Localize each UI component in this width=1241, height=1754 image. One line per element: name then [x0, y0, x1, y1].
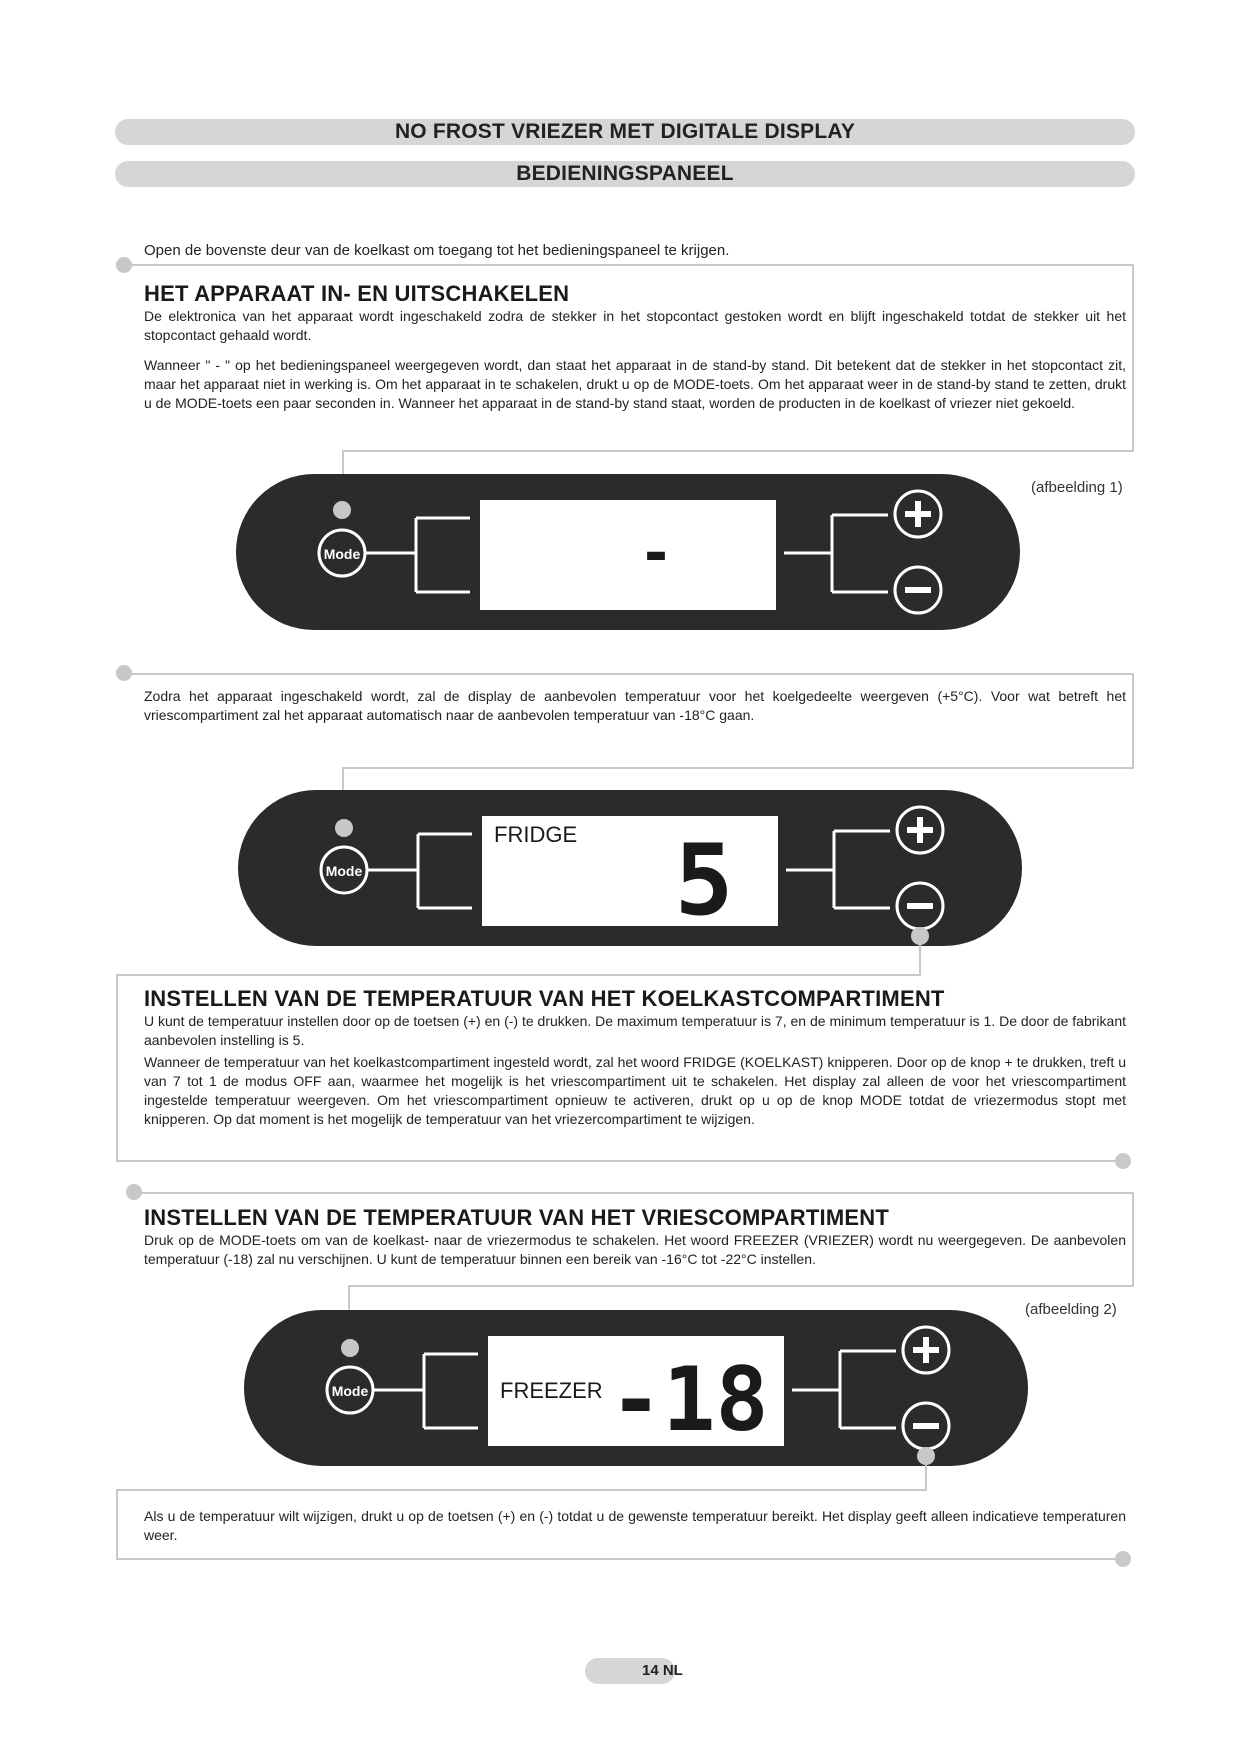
- section-banner: [115, 161, 1135, 187]
- connector-dot: [917, 1447, 935, 1465]
- paragraph: Wanneer de temperatuur van het koelkastcompartiment ingesteld wordt, zal het woord FRIDGE (KOELKAST) knipperen. Door op de knop + te drukken, treft u van 7 tot 1 de modus OFF aan, waarmee het mogelijk is het vriescompartiment uit te schakelen. Het display zal alleen de voor het vriescompartiment ingestelde temperatuur weergeven. Om het vriescompartiment opnieuw te activeren, drukt op u op de knop MODE totdat de vriezermodus stopt met knipperen. Op dat moment is het mogelijk de temperatuur van het vriezercompartiment te wijzigen.: [144, 1054, 1126, 1127]
- rule: [919, 945, 921, 975]
- section-title-onoff: HET APPARAAT IN- EN UITSCHAKELEN: [144, 281, 570, 306]
- mode-label: Mode: [331, 1383, 369, 1399]
- bullet-dot: [1115, 1551, 1131, 1567]
- minus-button[interactable]: [897, 883, 943, 929]
- rule: [925, 1465, 927, 1491]
- rule: [342, 450, 1134, 452]
- section-title-freezer: INSTELLEN VAN DE TEMPERATUUR VAN HET VRIESCOMPARTIMENT: [144, 1205, 889, 1230]
- page-title-text: NO FROST VRIEZER MET DIGITALE DISPLAY: [394, 120, 856, 143]
- control-panel-fridge: [238, 786, 1022, 950]
- mode-button[interactable]: [321, 847, 367, 893]
- rule: [1132, 1192, 1134, 1287]
- paragraph: Druk op de MODE-toets om van de koelkast- naar de vriezermodus te schakelen. Het woord FREEZER (VRIEZER) wordt nu weergegeven. De aanbevolen temperatuur (-18) zal nu verschijnen. U kunt de temperatuur binnen een bereik van -16°C tot -22°C instellen.: [144, 1232, 1126, 1267]
- display-value: -: [644, 511, 668, 589]
- paragraph: Wanneer " - " op het bedieningspaneel weergegeven wordt, dan staat het apparaat in de stand-by stand. Dit betekent dat de stekker in het stopcontact zit, maar het apparaat niet in werking is. Om het apparaat in te schakelen, drukt u op de MODE-toets. Om het apparaat weer in de stand-by stand te zetten, drukt u de MODE-toets een paar seconden in. Wanneer het apparaat in de stand-by stand staat, worden de producten in de koelkast of vriezer niet gekoeld.: [144, 357, 1126, 411]
- rule: [116, 1558, 1122, 1560]
- rule: [116, 974, 921, 976]
- figure-caption: (afbeelding 2): [1025, 1301, 1117, 1318]
- rule: [342, 767, 1134, 769]
- figure-caption: (afbeelding 1): [1031, 479, 1123, 496]
- rule: [116, 1160, 1122, 1162]
- rule: [116, 1489, 927, 1491]
- page-title: [115, 119, 1135, 145]
- plus-button[interactable]: [903, 1327, 949, 1373]
- paragraph: Als u de temperatuur wilt wijzigen, drukt u op de toetsen (+) en (-) totdat u de gewenste temperatuur bereikt. Het display geeft alleen indicatieve temperaturen weer.: [144, 1508, 1126, 1543]
- connector-dot: [333, 501, 351, 519]
- bullet-dot: [1115, 1153, 1131, 1169]
- zone-label: FREEZER: [500, 1378, 603, 1403]
- section-banner-text: BEDIENINGSPANEEL: [516, 162, 734, 185]
- connector-dot: [335, 819, 353, 837]
- plus-button[interactable]: [895, 491, 941, 537]
- mode-button[interactable]: [327, 1367, 373, 1413]
- display-value: -18: [609, 1348, 769, 1451]
- rule: [124, 264, 1134, 266]
- paragraph: U kunt de temperatuur instellen door op de toetsen (+) en (-) te drukken. De maximum temperatuur is 7, en de minimum temperatuur is 1. De door de fabrikant aanbevolen instelling is 5.: [144, 1013, 1126, 1048]
- mode-label: Mode: [325, 863, 363, 879]
- zone-label: FRIDGE: [494, 822, 578, 847]
- control-panel-freezer: [244, 1306, 1028, 1470]
- rule: [1132, 264, 1134, 452]
- mode-label: Mode: [323, 546, 361, 562]
- minus-button[interactable]: [903, 1403, 949, 1449]
- minus-button[interactable]: [895, 567, 941, 613]
- rule: [116, 974, 118, 1162]
- paragraph: De elektronica van het apparaat wordt ingeschakeld zodra de stekker in het stopcontact gestoken wordt en blijft ingeschakeld totdat de stekker uit het stopcontact gehaald wordt.: [144, 308, 1126, 343]
- paragraph: Zodra het apparaat ingeschakeld wordt, zal de display de aanbevolen temperatuur voor het koelgedeelte weergeven (+5°C). Voor wat betreft het vriescompartiment zal het apparaat automatisch naar de aanbevolen temperatuur van -18°C gaan.: [144, 688, 1126, 723]
- intro-text: Open de bovenste deur van de koelkast om toegang tot het bedieningspaneel te krijgen.: [144, 242, 730, 259]
- rule: [348, 1285, 1134, 1287]
- section-title-fridge: INSTELLEN VAN DE TEMPERATUUR VAN HET KOELKASTCOMPARTIMENT: [144, 986, 945, 1011]
- lcd-display: [480, 500, 776, 610]
- connector-dot: [341, 1339, 359, 1357]
- rule: [124, 673, 1134, 675]
- mode-button[interactable]: [319, 530, 365, 576]
- page-number: 14 NL: [642, 1662, 683, 1679]
- rule: [134, 1192, 1134, 1194]
- rule: [1132, 673, 1134, 769]
- plus-button[interactable]: [897, 807, 943, 853]
- connector-dot: [911, 927, 929, 945]
- rule: [116, 1489, 118, 1560]
- control-panel: [236, 470, 1020, 634]
- display-value: 5: [674, 824, 734, 938]
